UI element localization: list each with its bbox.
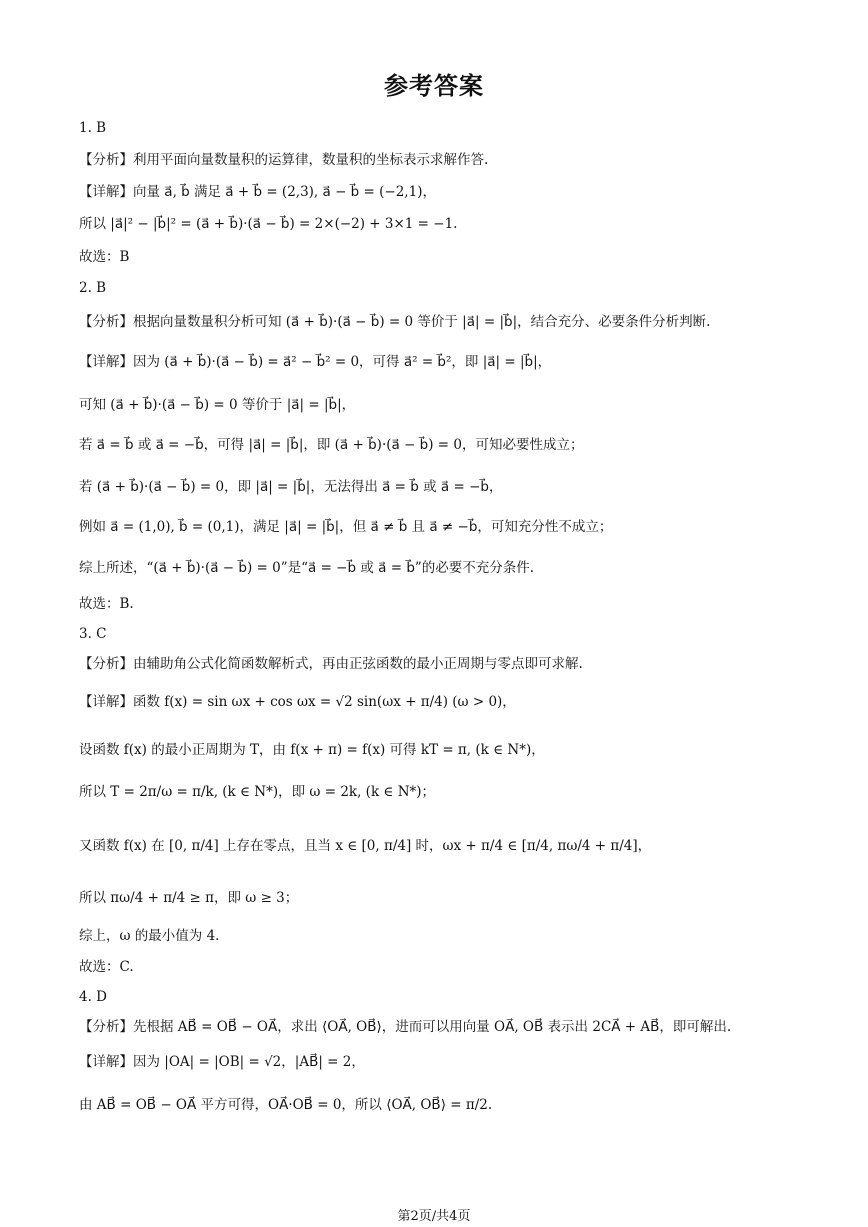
q1-choice: 故选：B xyxy=(79,249,130,265)
q4-answer: 4. D xyxy=(79,989,107,1005)
q2-detail-4: 若 (a⃗ + b⃗)·(a⃗ − b⃗) = 0，即 |a⃗| = |b⃗|，无法得出 a⃗ = b⃗ 或 a⃗ = −b⃗， xyxy=(79,479,503,495)
q2-analysis: 【分析】根据向量数量积分析可知 (a⃗ + b⃗)·(a⃗ − b⃗) = 0 等价于 |a⃗| = |b⃗|，结合充分、必要条件分析判断. xyxy=(79,314,711,330)
q4-detail-2: 由 AB⃗ = OB⃗ − OA⃗ 平方可得，OA⃗·OB⃗ = 0，所以 ⟨OA⃗, OB⃗⟩ = π/2. xyxy=(79,1097,493,1113)
q2-choice: 故选：B. xyxy=(79,596,134,612)
q4-detail-1: 【详解】因为 |OA| = |OB| = √2，|AB⃗| = 2， xyxy=(79,1054,365,1070)
q2-answer: 2. B xyxy=(79,280,107,296)
q3-detail-6: 综上，ω 的最小值为 4. xyxy=(79,928,220,944)
q1-analysis: 【分析】利用平面向量数量积的运算律，数量积的坐标表示求解作答. xyxy=(79,152,489,168)
q3-detail-5: 所以 πω/4 + π/4 ≥ π，即 ω ≥ 3； xyxy=(79,890,299,906)
q3-detail-4: 又函数 f(x) 在 [0, π/4] 上存在零点，且当 x ∈ [0, π/4] 时，ωx + π/4 ∈ [π/4, πω/4 + π/4]， xyxy=(79,838,652,854)
q1-detail-2: 所以 |a⃗|² − |b⃗|² = (a⃗ + b⃗)·(a⃗ − b⃗) = 2×(−2) + 3×1 = −1. xyxy=(79,216,458,232)
q2-detail-6: 综上所述，“(a⃗ + b⃗)·(a⃗ − b⃗) = 0”是“a⃗ = −b⃗ 或 a⃗ = b⃗”的必要不充分条件. xyxy=(79,560,535,576)
q3-choice: 故选：C. xyxy=(79,959,134,975)
q3-detail-3: 所以 T = 2π/ω = π/k, (k ∈ N*)，即 ω = 2k, (k ∈ N*)； xyxy=(79,784,436,800)
q2-detail-2: 可知 (a⃗ + b⃗)·(a⃗ − b⃗) = 0 等价于 |a⃗| = |b⃗|， xyxy=(79,397,356,413)
q3-detail-2: 设函数 f(x) 的最小正周期为 T，由 f(x + π) = f(x) 可得 kT = π, (k ∈ N*)， xyxy=(79,742,545,758)
q2-detail-1: 【详解】因为 (a⃗ + b⃗)·(a⃗ − b⃗) = a⃗² − b⃗² = 0，可得 a⃗² = b⃗²，即 |a⃗| = |b⃗|， xyxy=(79,354,552,370)
q1-answer: 1. B xyxy=(79,120,107,136)
q3-analysis: 【分析】由辅助角公式化简函数解析式，再由正弦函数的最小正周期与零点即可求解. xyxy=(79,656,583,672)
q3-answer: 3. C xyxy=(79,626,107,642)
page-title: 参考答案 xyxy=(384,72,484,100)
q1-detail-1: 【详解】向量 a⃗, b⃗ 满足 a⃗ + b⃗ = (2,3), a⃗ − b⃗ = (−2,1)， xyxy=(79,184,436,200)
q2-detail-3: 若 a⃗ = b⃗ 或 a⃗ = −b⃗，可得 |a⃗| = |b⃗|，即 (a⃗ + b⃗)·(a⃗ − b⃗) = 0，可知必要性成立； xyxy=(79,437,584,453)
q4-analysis: 【分析】先根据 AB⃗ = OB⃗ − OA⃗，求出 ⟨OA⃗, OB⃗⟩，进而可以用向量 OA⃗, OB⃗ 表示出 2CA⃗ + AB⃗，即可解出. xyxy=(79,1019,732,1035)
q2-detail-5: 例如 a⃗ = (1,0), b⃗ = (0,1)，满足 |a⃗| = |b⃗|，但 a⃗ ≠ b⃗ 且 a⃗ ≠ −b⃗，可知充分性不成立； xyxy=(79,519,613,535)
q3-detail-1: 【详解】函数 f(x) = sin ωx + cos ωx = √2 sin(ωx + π/4) (ω > 0)， xyxy=(79,694,516,710)
page-footer: 第2页/共4页 xyxy=(397,1209,471,1224)
